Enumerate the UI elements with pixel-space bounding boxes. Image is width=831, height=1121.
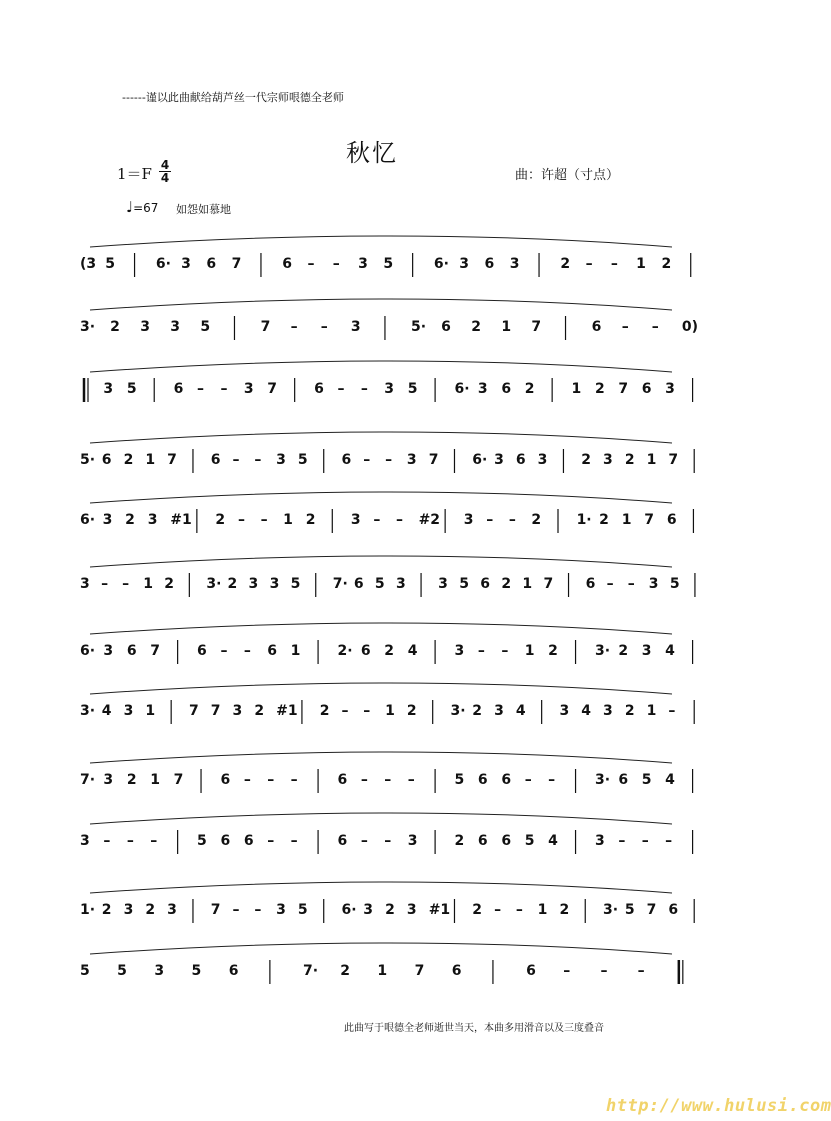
note: 3 xyxy=(154,963,165,979)
dash-extension: – xyxy=(548,772,556,788)
note: 2 xyxy=(384,643,395,659)
dash-extension: – xyxy=(360,381,368,397)
note: #2 xyxy=(418,512,441,528)
note: 3· xyxy=(603,902,619,918)
note: 0) xyxy=(681,319,699,335)
note: 3· xyxy=(450,703,466,719)
note: 4 xyxy=(665,643,675,659)
note: 5 xyxy=(624,902,635,918)
note: 5 xyxy=(80,963,90,979)
note: 3 xyxy=(559,703,570,719)
note: 3 xyxy=(167,902,177,918)
dash-extension: – xyxy=(665,833,673,849)
dash-extension: – xyxy=(332,256,340,272)
note: 2· xyxy=(337,643,353,659)
note: 4 xyxy=(101,703,112,719)
note: 7 xyxy=(531,319,542,335)
note: 3 xyxy=(463,512,474,528)
website-watermark: http://www.hulusi.com xyxy=(606,1096,831,1116)
note: 2 xyxy=(340,963,350,979)
note: 2 xyxy=(125,512,135,528)
note: 5 xyxy=(524,833,535,849)
dash-extension: – xyxy=(290,319,298,335)
note: 2 xyxy=(126,772,137,788)
time-signature-top: 4 xyxy=(160,158,170,172)
note: 5 xyxy=(117,963,127,979)
note: 2 xyxy=(472,703,483,719)
note: 2 xyxy=(472,902,483,918)
dash-extension: – xyxy=(254,902,262,918)
note: 6 xyxy=(173,381,184,397)
note: 1 xyxy=(501,319,512,335)
dash-extension: – xyxy=(290,833,298,849)
dash-extension: – xyxy=(501,643,509,659)
note: 1 xyxy=(524,643,535,659)
note: 7 xyxy=(210,703,221,719)
note: 5 xyxy=(197,833,207,849)
note: 5 xyxy=(200,319,211,335)
dash-extension: – xyxy=(384,833,392,849)
note: 3 xyxy=(358,256,368,272)
note: 1 xyxy=(143,576,153,592)
note: 5· xyxy=(80,452,96,468)
dash-extension: – xyxy=(515,902,523,918)
dash-extension: – xyxy=(494,902,502,918)
note: 3· xyxy=(594,643,611,659)
note: 1· xyxy=(576,512,592,528)
note: 3 xyxy=(123,703,134,719)
note: 3 xyxy=(454,643,465,659)
slur xyxy=(90,361,672,372)
dash-extension: – xyxy=(486,512,494,528)
note: 3 xyxy=(603,452,613,468)
note: 6 xyxy=(337,772,348,788)
song-title: 秋忆 xyxy=(346,139,398,167)
note: 3 xyxy=(181,256,191,272)
note: 3 xyxy=(438,576,448,592)
note: 6· xyxy=(80,643,96,659)
dash-extension: – xyxy=(267,833,275,849)
note: 2 xyxy=(531,512,542,528)
note: 2 xyxy=(624,452,635,468)
dash-extension: – xyxy=(243,772,251,788)
dash-extension: – xyxy=(307,256,315,272)
dash-extension: – xyxy=(337,381,345,397)
note: 3 xyxy=(140,319,150,335)
note: 3· xyxy=(206,576,222,592)
note: 5 xyxy=(454,772,465,788)
dash-extension: – xyxy=(243,643,251,659)
note: 3 xyxy=(494,452,504,468)
note: 6 xyxy=(501,772,512,788)
note: 5· xyxy=(411,319,427,335)
dash-extension: – xyxy=(606,576,614,592)
note: 3 xyxy=(406,452,417,468)
slur xyxy=(90,432,672,443)
dash-extension: – xyxy=(618,833,626,849)
dash-extension: – xyxy=(621,319,629,335)
note: 3 xyxy=(147,512,158,528)
note: 3 xyxy=(406,902,417,918)
dash-extension: – xyxy=(651,319,659,335)
note: 6 xyxy=(668,902,679,918)
note: 7 xyxy=(167,452,177,468)
note: 6 xyxy=(515,452,526,468)
slur xyxy=(90,556,672,567)
note: 6 xyxy=(585,576,596,592)
note: 2 xyxy=(559,902,570,918)
dash-extension: – xyxy=(267,772,275,788)
note: 2 xyxy=(618,643,629,659)
dash-extension: – xyxy=(220,643,228,659)
slur xyxy=(90,752,672,763)
note: 6 xyxy=(480,576,491,592)
dash-extension: – xyxy=(122,576,130,592)
note: 3 xyxy=(276,452,286,468)
note: 2 xyxy=(319,703,330,719)
dash-extension: – xyxy=(524,772,532,788)
note: 5 xyxy=(297,902,308,918)
note: 7 xyxy=(646,902,657,918)
note: 2 xyxy=(406,703,417,719)
note: #1 xyxy=(276,703,298,719)
note: 3 xyxy=(396,576,406,592)
note: 7 xyxy=(267,381,277,397)
note: 3 xyxy=(594,833,605,849)
dash-extension: – xyxy=(373,512,381,528)
note: 6 xyxy=(591,319,602,335)
dash-extension: – xyxy=(341,703,349,719)
note: 6 xyxy=(477,833,488,849)
note: 3 xyxy=(537,452,548,468)
note: 2 xyxy=(581,452,591,468)
note: 3 xyxy=(103,381,114,397)
note: 6 xyxy=(341,452,352,468)
expression-marking: 如怨如慕地 xyxy=(176,203,231,216)
note: 6 xyxy=(484,256,495,272)
note: 3· xyxy=(594,772,611,788)
note: 5 xyxy=(105,256,116,272)
note: 7· xyxy=(303,963,319,979)
note: 2 xyxy=(471,319,481,335)
slur xyxy=(90,623,672,634)
note: 7 xyxy=(188,703,199,719)
note: 3 xyxy=(123,902,134,918)
note: 6· xyxy=(341,902,357,918)
dash-extension: – xyxy=(363,703,371,719)
dash-extension: – xyxy=(126,833,134,849)
note: 4 xyxy=(665,772,675,788)
note: #1 xyxy=(428,902,451,918)
note: 2 xyxy=(501,576,512,592)
note: 7 xyxy=(231,256,242,272)
dash-extension: – xyxy=(360,833,368,849)
footer-note: 此曲写于哏德全老师逝世当天，本曲多用滑音以及三度叠音 xyxy=(344,1023,604,1034)
note: 4 xyxy=(407,643,418,659)
dash-extension: – xyxy=(232,452,240,468)
note: 6 xyxy=(360,643,371,659)
note: 6 xyxy=(210,452,221,468)
note: 6 xyxy=(618,772,629,788)
dash-extension: – xyxy=(637,963,645,979)
note: 2 xyxy=(385,902,395,918)
note: 3 xyxy=(350,319,361,335)
note: 6 xyxy=(501,381,512,397)
note: 3 xyxy=(248,576,259,592)
note: 2 xyxy=(524,381,535,397)
dash-extension: – xyxy=(101,576,109,592)
note: 6· xyxy=(433,256,449,272)
note: 1 xyxy=(385,703,395,719)
note: 3 xyxy=(269,576,280,592)
note: 6· xyxy=(155,256,171,272)
note: (3 xyxy=(80,256,97,272)
note: 7 xyxy=(260,319,271,335)
note: 6 xyxy=(267,643,277,659)
note: 7 xyxy=(210,902,221,918)
note: 3 xyxy=(276,902,286,918)
note: 6 xyxy=(243,833,254,849)
note: 7 xyxy=(668,452,679,468)
note: 5 xyxy=(290,576,301,592)
note: 6 xyxy=(337,833,348,849)
note: 7 xyxy=(150,643,160,659)
note: 6 xyxy=(228,963,239,979)
note: 3 xyxy=(102,512,113,528)
note: 2 xyxy=(110,319,120,335)
slur xyxy=(90,882,672,893)
note: 2 xyxy=(599,512,609,528)
note: 7 xyxy=(543,576,554,592)
dash-extension: – xyxy=(641,833,649,849)
dash-extension: – xyxy=(197,381,205,397)
key-signature: 1＝F xyxy=(117,165,152,183)
note: 5 xyxy=(191,963,202,979)
note: 6 xyxy=(126,643,137,659)
note: 1 xyxy=(522,576,533,592)
dash-extension: – xyxy=(585,256,593,272)
note: 7 xyxy=(618,381,629,397)
note: 2 xyxy=(164,576,175,592)
dash-extension: – xyxy=(407,772,415,788)
dash-extension: – xyxy=(600,963,608,979)
note: 3 xyxy=(384,381,395,397)
slur xyxy=(90,299,672,310)
note: 3 xyxy=(641,643,652,659)
note: 3 xyxy=(509,256,520,272)
note: 3 xyxy=(407,833,418,849)
note: 1 xyxy=(145,452,156,468)
note: 5 xyxy=(126,381,137,397)
note: 3 xyxy=(350,512,361,528)
note: 6· xyxy=(454,381,470,397)
tempo-value: =67 xyxy=(133,201,159,215)
slur xyxy=(90,236,672,247)
note: 3· xyxy=(80,703,96,719)
dash-extension: – xyxy=(385,452,393,468)
dash-extension: – xyxy=(508,512,516,528)
dash-extension: – xyxy=(238,512,245,528)
note: 4 xyxy=(515,703,526,719)
note: 6 xyxy=(282,256,292,272)
note: 7· xyxy=(332,576,348,592)
note: 2 xyxy=(454,833,465,849)
note: 6 xyxy=(501,833,512,849)
note: 6 xyxy=(206,256,217,272)
dash-extension: – xyxy=(290,772,298,788)
note: 1 xyxy=(150,772,160,788)
dedication-text: ------谨以此曲献给葫芦丝一代宗师哏德全老师 xyxy=(122,91,344,104)
note: 7 xyxy=(414,963,425,979)
note: 6 xyxy=(477,772,488,788)
note: 6 xyxy=(441,319,451,335)
note: 3 xyxy=(665,381,675,397)
slur xyxy=(90,492,672,503)
note: 6 xyxy=(101,452,112,468)
note: 6 xyxy=(220,772,231,788)
note: 5 xyxy=(641,772,652,788)
note: 6 xyxy=(314,381,324,397)
note: 2 xyxy=(145,902,156,918)
note: 3 xyxy=(170,319,181,335)
note: 1 xyxy=(283,512,293,528)
note: 3 xyxy=(494,703,504,719)
note: 3 xyxy=(243,381,254,397)
note: 3· xyxy=(80,319,96,335)
note: 6 xyxy=(641,381,652,397)
dash-extension: – xyxy=(260,512,268,528)
note: 2 xyxy=(661,256,672,272)
dash-extension: – xyxy=(220,381,228,397)
dash-extension: – xyxy=(320,319,328,335)
dash-extension: – xyxy=(384,772,392,788)
slur xyxy=(90,683,672,694)
note: 5 xyxy=(297,452,308,468)
note: 1· xyxy=(80,902,96,918)
slur xyxy=(90,943,672,954)
composer-credit: 曲：许超（寸点） xyxy=(515,168,620,183)
note: 6· xyxy=(472,452,488,468)
note: 2 xyxy=(548,643,558,659)
note: 3 xyxy=(648,576,659,592)
dash-extension: – xyxy=(563,963,571,979)
note: 1 xyxy=(621,512,632,528)
note: 7 xyxy=(173,772,184,788)
note: 5 xyxy=(374,576,385,592)
note: 2 xyxy=(305,512,316,528)
note: 1 xyxy=(646,703,657,719)
note: 1 xyxy=(145,703,156,719)
note: 6 xyxy=(451,963,462,979)
note: 4 xyxy=(581,703,591,719)
note: 6· xyxy=(80,512,96,528)
note: 5 xyxy=(383,256,394,272)
note: 1 xyxy=(290,643,301,659)
note: 3 xyxy=(477,381,488,397)
dash-extension: – xyxy=(360,772,368,788)
dash-extension: – xyxy=(610,256,618,272)
note: 7 xyxy=(644,512,655,528)
dash-extension: – xyxy=(668,703,676,719)
note: 2 xyxy=(254,703,265,719)
note: 2 xyxy=(123,452,134,468)
note: 3 xyxy=(103,772,114,788)
note: 1 xyxy=(571,381,582,397)
note: 2 xyxy=(560,256,571,272)
note: 3 xyxy=(459,256,469,272)
note: 1 xyxy=(377,963,388,979)
note: 6 xyxy=(666,512,677,528)
note: 1 xyxy=(646,452,657,468)
note: 2 xyxy=(227,576,238,592)
dash-extension: – xyxy=(477,643,485,659)
dash-extension: – xyxy=(627,576,635,592)
note: 5 xyxy=(407,381,418,397)
note: 3 xyxy=(103,643,114,659)
note: 6 xyxy=(353,576,364,592)
note: 3 xyxy=(80,833,90,849)
dash-extension: – xyxy=(363,452,371,468)
note: 7 xyxy=(428,452,439,468)
time-signature-bottom: 4 xyxy=(160,171,170,185)
dash-extension: – xyxy=(232,902,240,918)
dash-extension: – xyxy=(150,833,158,849)
dash-extension: – xyxy=(396,512,403,528)
note: 2 xyxy=(215,512,226,528)
note: 4 xyxy=(548,833,558,849)
note: 2 xyxy=(624,703,635,719)
note: 1 xyxy=(537,902,548,918)
note: 3 xyxy=(363,902,374,918)
note: 6 xyxy=(220,833,231,849)
dash-extension: – xyxy=(103,833,111,849)
note: 2 xyxy=(101,902,112,918)
note: 1 xyxy=(636,256,646,272)
note: 3 xyxy=(232,703,243,719)
slur xyxy=(90,813,672,824)
note: 6 xyxy=(526,963,536,979)
quarter-note-icon: ♩ xyxy=(126,198,134,216)
note: 5 xyxy=(459,576,469,592)
dash-extension: – xyxy=(254,452,262,468)
note: 5 xyxy=(669,576,680,592)
note: 3 xyxy=(80,576,90,592)
note: 7· xyxy=(80,772,96,788)
note: #1 xyxy=(170,512,192,528)
note: 6 xyxy=(197,643,207,659)
note: 3 xyxy=(603,703,613,719)
note: 2 xyxy=(594,381,605,397)
